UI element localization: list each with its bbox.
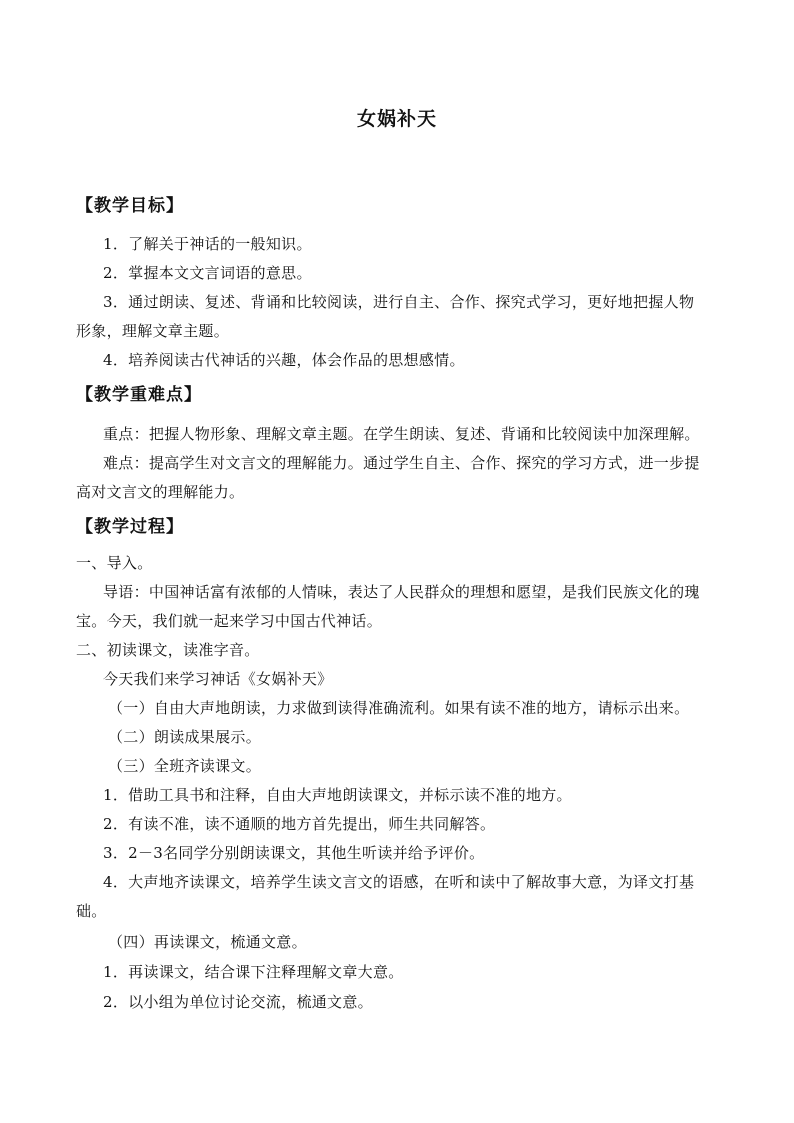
- goal-item: 2．掌握本文文言词语的意思。: [103, 264, 312, 282]
- process-subsection: （二）朗读成果展示。: [108, 728, 262, 746]
- process-list-item: 1．再读课文，结合课下注释理解文章大意。: [103, 963, 404, 981]
- goal-item: 3．通过朗读、复述、背诵和比较阅读，进行自主、合作、探究式学习，更好地把握人物: [103, 293, 695, 311]
- process-list-item: 3．2－3名同学分别朗读课文，其他生听读并给予评价。: [103, 844, 485, 862]
- process-line: 导语：中国神话富有浓郁的人情味，表达了人民群众的理想和愿望，是我们民族文化的瑰: [103, 583, 700, 601]
- process-list-item: 2．有读不准，读不通顺的地方首先提出，师生共同解答。: [103, 815, 496, 833]
- process-line-continuation: 宝。今天，我们就一起来学习中国古代神话。: [76, 612, 383, 630]
- key-point-item: 重点：把握人物形象、理解文章主题。在学生朗读、复述、背诵和比较阅读中加深理解。: [103, 425, 700, 443]
- process-subsection: （一）自由大声地朗读，力求做到读得准确流利。如果有读不准的地方，请标示出来。: [108, 699, 690, 717]
- goal-item: 4．培养阅读古代神话的兴趣，体会作品的思想感情。: [103, 351, 465, 369]
- document-title: 女娲补天: [356, 108, 437, 130]
- difficulty-item-continuation: 高对文言文的理解能力。: [76, 483, 245, 501]
- process-list-item: 2．以小组为单位讨论交流，梳通文意。: [103, 993, 373, 1011]
- difficulty-item: 难点：提高学生对文言文的理解能力。通过学生自主、合作、探究的学习方式，进一步提: [103, 454, 700, 472]
- process-subsection: （三）全班齐读课文。: [108, 757, 262, 775]
- goal-item: 1．了解关于神话的一般知识。: [103, 235, 312, 253]
- section-heading-goals: 【教学目标】: [76, 196, 184, 216]
- process-step-heading: 一、导入。: [76, 554, 153, 572]
- process-list-item: 4．大声地齐读课文，培养学生读文言文的语感，在听和读中了解故事大意，为译文打基: [103, 873, 695, 891]
- process-step-heading: 二、初读课文，读准字音。: [76, 641, 260, 659]
- process-line: 今天我们来学习神话《女娲补天》: [103, 670, 333, 688]
- goal-item-continuation: 形象，理解文章主题。: [76, 322, 230, 340]
- process-list-item: 1．借助工具书和注释，自由大声地朗读课文，并标示读不准的地方。: [103, 786, 572, 804]
- process-subsection: （四）再读课文，梳通文意。: [108, 933, 307, 951]
- section-heading-key-points: 【教学重难点】: [76, 385, 202, 405]
- process-list-item-continuation: 础。: [76, 902, 107, 920]
- section-heading-process: 【教学过程】: [76, 517, 184, 537]
